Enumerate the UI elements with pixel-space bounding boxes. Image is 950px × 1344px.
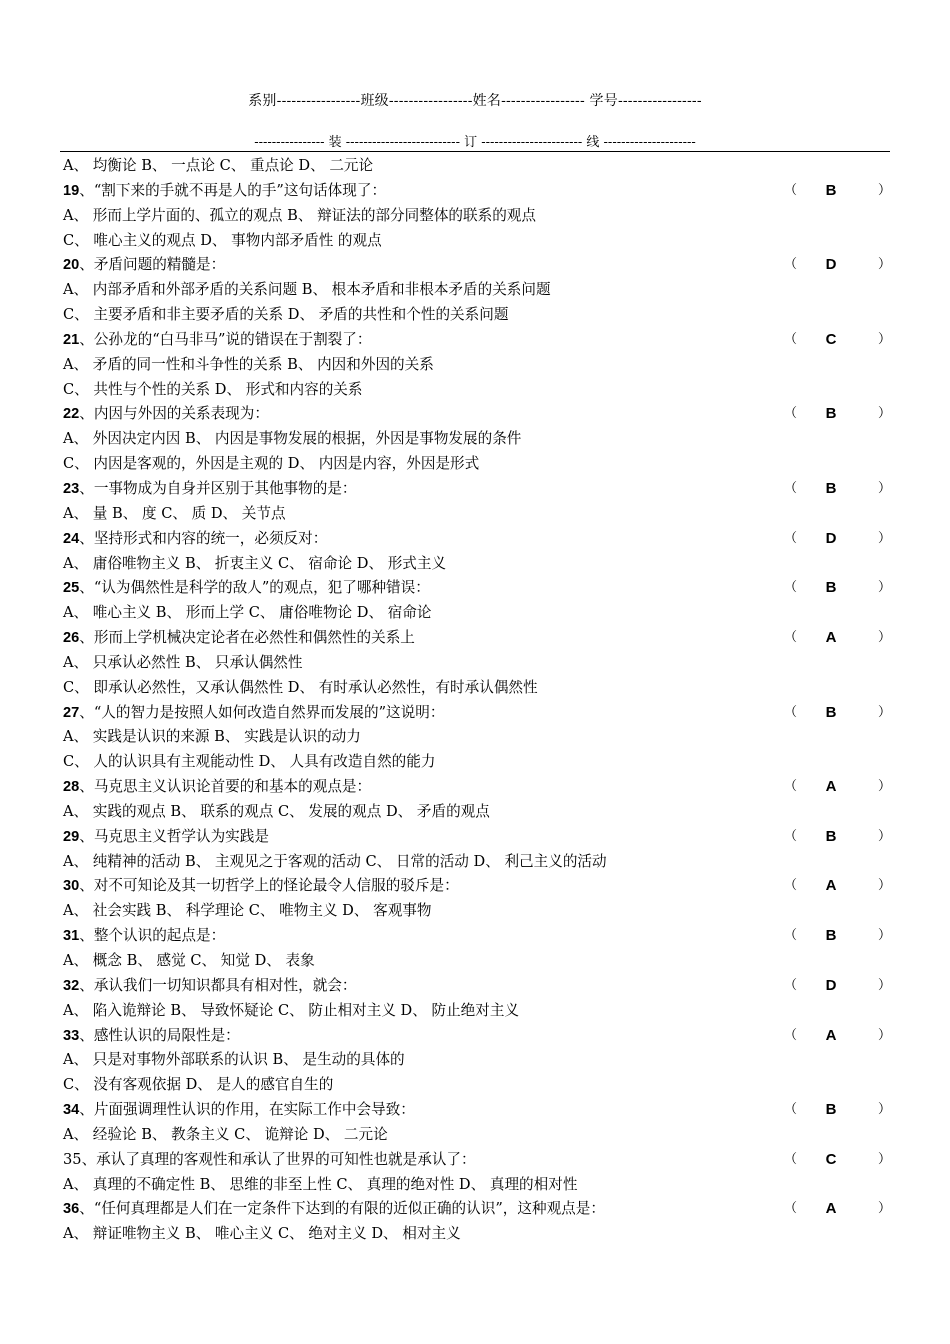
option-row bbox=[63, 949, 893, 974]
question-number: 29 bbox=[63, 828, 80, 845]
answer-letter: B bbox=[825, 579, 837, 597]
answer-paren-close: ） bbox=[878, 977, 892, 993]
answer-paren-close: ） bbox=[878, 1201, 892, 1217]
option-text: C、 即承认必然性，又承认偶然性 D、 有时承认必然性，有时承认偶然性 bbox=[63, 678, 538, 696]
answer-letter: D bbox=[825, 256, 837, 274]
answer-paren-open: （ bbox=[784, 257, 798, 273]
option-text: A、 内部矛盾和外部矛盾的关系问题 B、 根本矛盾和非根本矛盾的关系问题 bbox=[63, 281, 551, 299]
option-text: A、 实践的观点 B、 联系的观点 C、 发展的观点 D、 矛盾的观点 bbox=[63, 802, 490, 820]
question-number: 31 bbox=[63, 928, 80, 945]
question-row bbox=[63, 924, 893, 949]
option-text: C、 人的认识具有主观能动性 D、 人具有改造自然的能力 bbox=[63, 753, 436, 771]
question-list bbox=[63, 154, 893, 1247]
option-row bbox=[63, 502, 893, 527]
answer-paren-close: ） bbox=[878, 828, 892, 844]
answer-paren-open: （ bbox=[784, 977, 798, 993]
question-row bbox=[63, 874, 893, 899]
question-number: 27 bbox=[63, 704, 80, 721]
option-text: A、 只承认必然性 B、 只承认偶然性 bbox=[63, 653, 303, 671]
answer-paren-close: ） bbox=[878, 630, 892, 646]
question-text: 、“任何真理都是人们在一定条件下达到的有限的近似正确的认识”，这种观点是： bbox=[79, 1200, 605, 1218]
question-row bbox=[63, 1197, 893, 1222]
option-text: A、 外因决定内因 B、 内因是事物发展的根据，外因是事物发展的条件 bbox=[63, 430, 522, 448]
option-row bbox=[63, 452, 893, 477]
question-text: 、马克思主义哲学认为实践是 bbox=[79, 827, 269, 845]
option-row bbox=[63, 1048, 893, 1073]
question-number: 36 bbox=[63, 1201, 80, 1218]
option-text: A、 陷入诡辩论 B、 导致怀疑论 C、 防止相对主义 D、 防止绝对主义 bbox=[63, 1001, 520, 1019]
answer-paren-close: ） bbox=[878, 779, 892, 795]
option-row bbox=[63, 378, 893, 403]
option-text: A、 辩证唯物主义 B、 唯心主义 C、 绝对主义 D、 相对主义 bbox=[63, 1225, 461, 1243]
question-row bbox=[63, 179, 893, 204]
answer-letter: A bbox=[825, 1026, 837, 1044]
question-row bbox=[63, 626, 893, 651]
question-number: 25 bbox=[63, 580, 80, 597]
question-row bbox=[63, 1024, 893, 1049]
option-text: A、 均衡论 B、 一点论 C、 重点论 D、 二元论 bbox=[63, 157, 374, 174]
question-row bbox=[63, 825, 893, 850]
option-row bbox=[63, 725, 893, 750]
option-text: A、 唯心主义 B、 形而上学 C、 庸俗唯物论 D、 宿命论 bbox=[63, 604, 432, 622]
answer-paren-close: ） bbox=[878, 1027, 892, 1043]
answer-paren-close: ） bbox=[878, 928, 892, 944]
option-row bbox=[63, 278, 893, 303]
option-text: A、 只是对事物外部联系的认识 B、 是生动的具体的 bbox=[63, 1051, 405, 1069]
answer-paren-open: （ bbox=[784, 1102, 798, 1118]
option-text: A、 概念 B、 感觉 C、 知觉 D、 表象 bbox=[63, 952, 315, 969]
question-number: 32 bbox=[63, 977, 80, 994]
answer-letter: B bbox=[825, 181, 837, 199]
option-text: C、 唯心主义的观点 D、 事物内部矛盾性 的观点 bbox=[63, 231, 382, 249]
answer-paren-close: ） bbox=[878, 182, 892, 198]
question-text: 、“割下来的手就不再是人的手”这句话体现了： bbox=[79, 181, 387, 199]
option-row bbox=[63, 552, 893, 577]
answer-paren-open: （ bbox=[784, 704, 798, 720]
answer-letter: A bbox=[825, 778, 837, 796]
question-row bbox=[63, 1098, 893, 1123]
horizontal-rule bbox=[60, 151, 890, 152]
option-row bbox=[63, 229, 893, 254]
answer-paren-close: ） bbox=[878, 331, 892, 347]
option-row bbox=[63, 750, 893, 775]
answer-letter: B bbox=[825, 827, 837, 845]
answer-letter: A bbox=[825, 877, 837, 895]
answer-letter: D bbox=[825, 976, 837, 994]
answer-paren-open: （ bbox=[784, 480, 798, 496]
question-text: 、一事物成为自身并区别于其他事物的是： bbox=[79, 479, 357, 497]
option-text: C、 内因是客观的，外因是主观的 D、 内因是内容，外因是形式 bbox=[63, 455, 480, 473]
option-row bbox=[63, 1222, 893, 1247]
question-row bbox=[63, 402, 893, 427]
answer-paren-open: （ bbox=[784, 1201, 798, 1217]
answer-paren-close: ） bbox=[878, 480, 892, 496]
option-row bbox=[63, 651, 893, 676]
question-row bbox=[63, 974, 893, 999]
question-number: 22 bbox=[63, 406, 80, 423]
question-number: 34 bbox=[63, 1102, 80, 1119]
question-row bbox=[63, 477, 893, 502]
answer-paren-open: （ bbox=[784, 406, 798, 422]
answer-paren-open: （ bbox=[784, 779, 798, 795]
answer-letter: D bbox=[825, 529, 837, 547]
answer-paren-open: （ bbox=[784, 1151, 798, 1167]
question-text: 、公孙龙的“白马非马”说的错误在于割裂了： bbox=[79, 330, 372, 348]
question-text: 、矛盾问题的精髓是： bbox=[79, 256, 226, 274]
question-text: 、感性认识的局限性是： bbox=[79, 1026, 240, 1044]
question-row bbox=[63, 576, 893, 601]
option-row bbox=[63, 353, 893, 378]
answer-paren-close: ） bbox=[878, 530, 892, 546]
answer-letter: C bbox=[825, 1150, 837, 1168]
question-row bbox=[63, 527, 893, 552]
option-row bbox=[63, 303, 893, 328]
question-text: 、内因与外因的关系表现为： bbox=[79, 405, 269, 423]
question-number: 24 bbox=[63, 530, 80, 547]
option-text: A、 经验论 B、 教条主义 C、 诡辩论 D、 二元论 bbox=[63, 1125, 388, 1143]
option-text: A、 形而上学片面的、孤立的观点 B、 辩证法的部分同整体的联系的观点 bbox=[63, 206, 536, 224]
answer-paren-open: （ bbox=[784, 331, 798, 347]
option-row bbox=[63, 601, 893, 626]
question-text: 、承认我们一切知识都具有相对性，就会： bbox=[79, 976, 357, 994]
option-text: A、 真理的不确定性 B、 思维的非至上性 C、 真理的绝对性 D、 真理的相对性 bbox=[63, 1175, 578, 1193]
question-number: 21 bbox=[63, 331, 80, 348]
question-number: 26 bbox=[63, 630, 80, 647]
option-text: A、 矛盾的同一性和斗争性的关系 B、 内因和外因的关系 bbox=[63, 355, 434, 373]
question-row bbox=[63, 1148, 893, 1173]
answer-paren-open: （ bbox=[784, 878, 798, 894]
question-text: 、对不可知论及其一切哲学上的怪论最令人信服的驳斥是： bbox=[79, 877, 459, 895]
question-text: 、形而上学机械决定论者在必然性和偶然性的关系上 bbox=[79, 629, 415, 647]
option-text: A、 纯精神的活动 B、 主观见之于客观的活动 C、 日常的活动 D、 利己主义的活动 bbox=[63, 852, 607, 870]
answer-paren-open: （ bbox=[784, 182, 798, 198]
answer-letter: B bbox=[825, 927, 837, 945]
answer-paren-close: ） bbox=[878, 1151, 892, 1167]
option-row bbox=[63, 1123, 893, 1148]
option-row bbox=[63, 676, 893, 701]
question-number: 20 bbox=[63, 257, 80, 274]
answer-letter: B bbox=[825, 703, 837, 721]
option-row bbox=[63, 800, 893, 825]
answer-letter: B bbox=[825, 479, 837, 497]
answer-letter: A bbox=[825, 1200, 837, 1218]
option-text: A、 实践是认识的来源 B、 实践是认识的动力 bbox=[63, 728, 361, 746]
option-text: C、 主要矛盾和非主要矛盾的关系 D、 矛盾的共性和个性的关系问题 bbox=[63, 306, 509, 324]
answer-letter: C bbox=[825, 330, 837, 348]
answer-paren-open: （ bbox=[784, 928, 798, 944]
question-row bbox=[63, 775, 893, 800]
answer-letter: A bbox=[825, 629, 837, 647]
answer-paren-close: ） bbox=[878, 406, 892, 422]
option-row bbox=[63, 154, 893, 179]
question-number: 19 bbox=[63, 182, 80, 199]
option-text: C、 没有客观依据 D、 是人的感官自生的 bbox=[63, 1076, 334, 1094]
question-number: 23 bbox=[63, 480, 80, 497]
option-row bbox=[63, 899, 893, 924]
option-text: A、 社会实践 B、 科学理论 C、 唯物主义 D、 客观事物 bbox=[63, 902, 432, 920]
binding-line: ---------------- 装 -------------------------- 订 ----------------------- 线 --------------------- bbox=[254, 135, 696, 150]
answer-paren-close: ） bbox=[878, 257, 892, 273]
question-row bbox=[63, 701, 893, 726]
question-text: 、马克思主义认识论首要的和基本的观点是： bbox=[79, 778, 372, 796]
option-text: C、 共性与个性的关系 D、 形式和内容的关系 bbox=[63, 380, 363, 398]
question-text: 、“人的智力是按照人如何改造自然界而发展的”这说明： bbox=[79, 703, 445, 721]
option-row bbox=[63, 204, 893, 229]
question-number: 30 bbox=[63, 878, 80, 895]
question-text: 35、承认了真理的客观性和承认了世界的可知性也就是承认了： bbox=[63, 1150, 476, 1168]
question-number: 28 bbox=[63, 779, 80, 796]
option-row bbox=[63, 850, 893, 875]
answer-paren-close: ） bbox=[878, 1102, 892, 1118]
answer-letter: B bbox=[825, 1101, 837, 1119]
answer-paren-close: ） bbox=[878, 580, 892, 596]
question-text: 、坚持形式和内容的统一，必须反对： bbox=[79, 529, 328, 547]
question-row bbox=[63, 328, 893, 353]
answer-paren-open: （ bbox=[784, 630, 798, 646]
question-text: 、片面强调理性认识的作用，在实际工作中会导致： bbox=[79, 1101, 415, 1119]
student-info-header: 系别-----------------班级-----------------姓名----------------- 学号----------------- bbox=[248, 93, 702, 109]
option-row bbox=[63, 427, 893, 452]
question-number: 33 bbox=[63, 1027, 80, 1044]
answer-paren-close: ） bbox=[878, 704, 892, 720]
answer-paren-close: ） bbox=[878, 878, 892, 894]
option-row bbox=[63, 1073, 893, 1098]
option-row bbox=[63, 1173, 893, 1198]
option-text: A、 量 B、 度 C、 质 D、 关节点 bbox=[63, 504, 286, 522]
question-row bbox=[63, 253, 893, 278]
answer-letter: B bbox=[825, 405, 837, 423]
answer-paren-open: （ bbox=[784, 828, 798, 844]
option-row bbox=[63, 999, 893, 1024]
option-text: A、 庸俗唯物主义 B、 折衷主义 C、 宿命论 D、 形式主义 bbox=[63, 554, 447, 572]
answer-paren-open: （ bbox=[784, 530, 798, 546]
question-text: 、“认为偶然性是科学的敌人”的观点，犯了哪种错误： bbox=[79, 579, 430, 597]
question-text: 、整个认识的起点是： bbox=[79, 927, 226, 945]
answer-paren-open: （ bbox=[784, 1027, 798, 1043]
answer-paren-open: （ bbox=[784, 580, 798, 596]
